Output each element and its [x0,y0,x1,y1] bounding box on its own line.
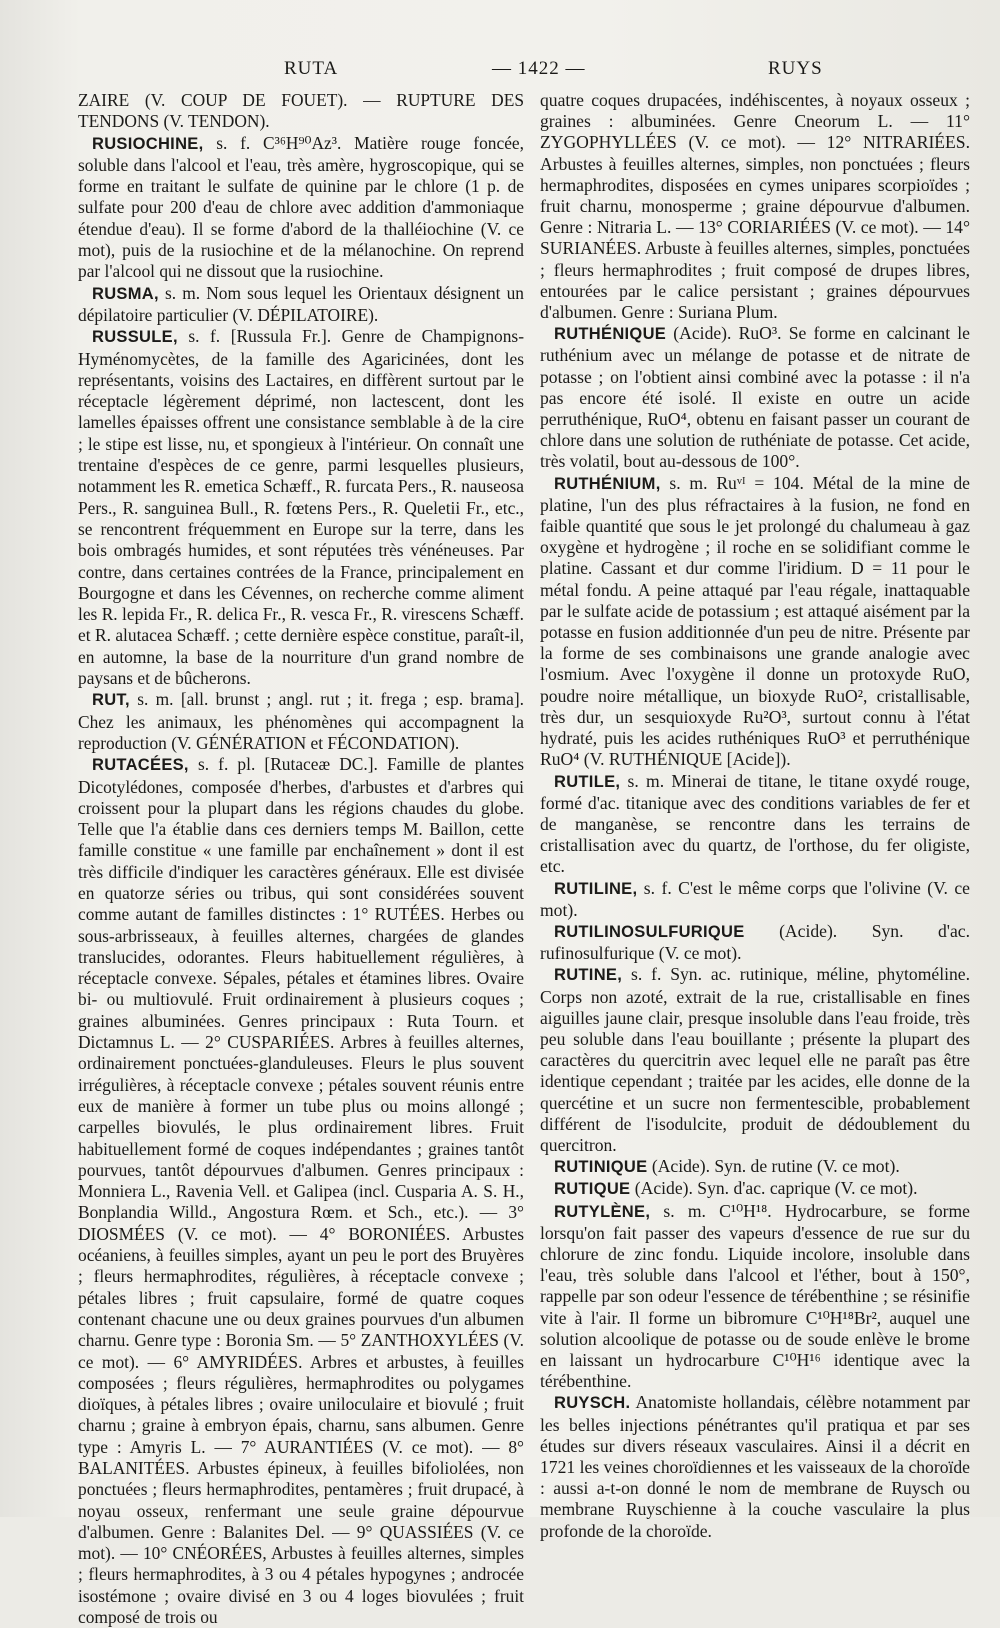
entry-rutiline [540,878,970,921]
entry-body: (Acide). Syn. de rutine (V. ce mot). [647,1156,900,1177]
entry-rusiochine [78,133,524,283]
entry-rutilinosulfurique [540,921,970,964]
entry-body: s. f. [Russula Fr.]. Genre de Champignons-Hyménomycètes, de la famille des Agaricinées, dont les représentants, voisins des Lactaires, en diffèrent surtout par le réceptacle légèrement déprimé, non lactescent, dont les lamelles épaisses offrent une consistance semblable à de la cire ; le stipe est lisse, nu, et spongieux à l'intérieur. On connaît une trentaine d'espèces de ce genre, parmi lesquelles plusieurs, notamment les R. emetica Schæff., R. furcata Pers., R. nauseosa Pers., R. sanguinea Bull., R. fœtens Pers., R. Queletii Fr., etc., se rencontrent fréquemment en Europe sur la terre, dans les bois ombragés humides, et sont réputées très vénéneuses. Par contre, dans certaines contrées de la France, principalement en Bourgogne et dans les Cévennes, on recherche comme aliment les R. lepida Fr., R. delica Fr., R. vesca Fr., R. virescens Schæff. et R. alutacea Schæff. ; cette dernière espèce constitue, paraît-il, en automne, la base de la nourriture d'un grand nombre de paysans et de bûcherons. [78,326,524,689]
entry-continuation [78,90,524,133]
entry-headword: RUTILINOSULFURIQUE [554,922,745,941]
running-head [0,58,1000,88]
entry-headword: RUTINIQUE [554,1158,648,1177]
entry-body: s. m. Minerai de titane, le titane oxydé rouge, formé d'ac. titanique avec des conditions variables de fer et de manganèse, se rencontre dans les terrains de cristallisation avec du quartz, de l'orthose, du fer oligiste, etc. [540,770,970,877]
entry-rutique [540,1178,970,1200]
entry-body: s. f. C³⁶H⁹⁰Az³. Matière rouge foncée, soluble dans l'alcool et l'eau, très amère, hygroscopique, qui se forme en traitant le sulfate de quinine par le chlore (1 p. de sulfate pour 200 d'eau de chlore avec addition d'ammoniaque étendue d'eau). Il se forme d'abord de la thalléiochine (V. ce mot), puis de la rusiochine et de la mélanochine. On reprend par l'alcool qui ne dissout que la rusiochine. [78,132,524,282]
entry-headword: RUTILINE, [554,879,638,898]
entry-headword: RUYSCH. [554,1394,631,1413]
entry-body: s. f. pl. [Rutaceæ DC.]. Famille de plantes Dicotylédones, composée d'herbes, d'arbustes et d'arbres qui croissent pour la plupart dans les régions chaudes du globe. Telle que l'a établie dans ces derniers temps M. Baillon, cette famille constitue « une famille par enchaînement » dont il est très difficile d'indiquer les caractères généraux. Elle est divisée en quatorze séries ou tribus, qui sont considérées souvent comme autant de familles distinctes : 1° RUTÉES. Herbes ou sous-arbrisseaux, à feuilles alternes, chargées de glandes translucides, odorantes. Fleurs habituellement régulières, à réceptacle convexe. Sépales, pétales et étamines libres. Ovaire bi- ou multiovulé. Fruit ordinairement à plusieurs coques ; graines albuminées. Genres principaux : Ruta Tourn. et Dictamnus L. — 2° CUSPARIÉES. Arbres à feuilles alternes, ordinairement ponctuées-glanduleuses. Fleurs le plus souvent irrégulières, à réceptacle convexe ; pétales souvent réunis entre eux de manière à former un tube plus ou moins allongé ; carpelles biovulés, le plus ordinairement libres. Fruit habituellement formé de coques indépendantes ; graines tantôt pourvues, tantôt dépourvues d'albumen. Genres principaux : Monniera L., Ravenia Vell. et Galipea (incl. Cusparia A. S. H., Bonplandia Willd., Angostura Rœm. et Sch., etc.). — 3° DIOSMÉES (V. ce mot). — 4° BORONIÉES. Arbustes océaniens, à feuilles simples, ayant un peu le port des Bruyères ; fleurs hermaphrodites, régulières, à réceptacle convexe ; pétales libres ; fruit capsulaire, formé de quatre coques contenant chacune une ou deux graines pourvues d'un albumen charnu. Genre type : Boronia Sm. — 5° ZANTHOXYLÉES (V. ce mot). — 6° AMYRIDÉES. Arbres et arbustes, à feuilles composées ; fleurs régulières, hermaphrodites ou polygames dioïques, à pétales libres ; ovaire uniloculaire et biovulé ; fruit charnu ; graine à embryon épais, charnu, sans albumen. Genre type : Amyris L. — 7° AURANTIÉES (V. ce mot). — 8° BALANITÉES. Arbustes épineux, à feuilles bifoliolées, non ponctuées ; fleurs hermaphrodites, pentamères ; fruit drupacé, à noyau osseux, renfermant une seule graine dépourvue d'albumen. Genre : Balanites Del. — 9° QUASSIÉES (V. ce mot). — 10° CNÉORÉES, Arbustes à feuilles alternes, simples ; fleurs hermaphrodites, à 3 ou 4 pétales hypogynes ; androcée isostémone ; ovaire divisé en 3 ou 4 loges biovulées ; fruit composé de trois ou [78,754,524,1628]
header-left-word: RUTA [284,58,339,79]
entry-body: (Acide). RuO³. Se forme en calcinant le ruthénium avec un mélange de potasse et de nitrate de potasse ; on l'obtient ainsi combiné avec la potasse : il n'a pas encore été isolé. Il existe en outre un acide perruthénique, RuO⁴, obtenu en faisant passer un courant de chlore dans une solution de ruthéniate de potasse. Cet acide, très volatil, bout au-dessous de 100°. [540,323,970,472]
entry-ruthenium [540,473,970,771]
entry-body: Anatomiste hollandais, célèbre notamment par les belles injections pénétrantes qu'il pratiqua et par ses études sur divers réseaux vasculaires. Ainsi il a décrit en 1721 les veines choroïdiennes et les vaisseaux de la choroïde : aussi a-t-on donné le nom de membrane de Ruysch ou membrane Ruyschienne à la couche vasculaire la plus profonde de la choroïde. [540,1392,970,1541]
entry-headword: RUTYLÈNE, [554,1202,651,1221]
entry-headword: RUTACÉES, [92,756,189,775]
entry-headword: RUSIOCHINE, [92,134,204,153]
entry-ruthenique [540,323,970,472]
entry-body: s. m. Nom sous lequel les Orientaux désignent un dépilatoire particulier (V. DÉPILATOIRE). [78,282,524,325]
entry-rut [78,689,524,754]
entry-rutinique [540,1156,970,1178]
header-right-word: RUYS [768,58,823,79]
entry-body: s. f. C'est le même corps que l'olivine (V. ce mot). [540,877,970,920]
right-column [540,90,970,1542]
entry-body: quatre coques drupacées, indéhiscentes, à noyaux osseux ; graines : albuminées. Genre Cneorum L. — 11° ZYGOPHYLLÉES (V. ce mot). — 12° NITRARIÉES. Arbustes à feuilles alternes, simples, non ponctuées ; fleurs hermaphrodites, disposées en cymes unipares scorpioïdes ; fruit charnu, monosperme ; graine dépourvue d'albumen. Genre : Nitraria L. — 13° CORIARIÉES (V. ce mot). — 14° SURIANÉES. Arbuste à feuilles alternes, simples, ponctuées ; fleurs hermaphrodites ; fruit composé de drupes libres, entourées par le calice persistant ; graines dépourvues d'albumen. Genre : Suriana Plum. [540,90,970,323]
entry-body: s. f. Syn. ac. rutinique, méline, phytoméline. Corps non azoté, extrait de la rue, cristallisable en fines aiguilles jaune clair, presque insoluble dans l'eau froide, très peu soluble dans l'eau bouillante ; présente la plupart des caractères du quercitrin avec lequel elle ne paraît pas être identique cependant ; traitée par les acides, elle donne de la quercétine et un sucre non fermentescible, probablement différent de l'isodulcite, produit de dédoublement du quercitron. [540,964,970,1155]
entry-body: s. m. Ruᵛᴵ = 104. Métal de la mine de platine, l'un des plus réfractaires à la fusion, ne fond en faible quantité que sous le jet prolongé du chalumeau à gaz oxygène et hydrogène ; il roche en se solidifiant comme le platine. Cassant et dur comme l'iridium. D = 11 pour le métal fondu. A peine attaqué par l'eau régale, inattaquable par le sulfate acide de potassium ; est attaqué aisément par la potasse en fusion additionnée d'un peu de nitre. Présente par la forme de ses combinaisons une grande analogie avec l'osmium. Avec l'oxygène il donne un protoxyde RuO, poudre noire métallique, un bioxyde RuO², cristallisable, très dur, un sesquioxyde Ru²O³, surtout connu à l'état hydraté, puis les acides ruthéniques RuO³ et perruthénique RuO⁴ (V. RUTHÉNIQUE [Acide]). [540,472,970,770]
entry-rutylene [540,1201,970,1393]
entry-body: ZAIRE (V. COUP DE FOUET). — RUPTURE DES TENDONS (V. TENDON). [78,90,524,132]
entry-headword: RUTIQUE [554,1180,631,1199]
entry-headword: RUTHÉNIUM, [554,474,661,493]
entry-russule [78,326,524,689]
entry-body: s. m. [all. brunst ; angl. rut ; it. frega ; esp. brama]. Chez les animaux, les phénomènes qui accompagnent la reproduction (V. GÉNÉRATION et FÉCONDATION). [78,689,524,753]
entry-body: (Acide). Syn. d'ac. caprique (V. ce mot). [630,1178,918,1199]
entry-headword: RUT, [92,691,130,710]
entry-headword: RUSMA, [92,284,159,303]
entry-rusma [78,283,524,327]
entry-continuation [540,90,970,323]
entry-body: (Acide). Syn. d'ac. rufinosulfurique (V. ce mot). [540,920,970,964]
entry-headword: RUSSULE, [92,328,178,347]
entry-body: s. m. C¹⁰H¹⁸. Hydrocarbure, se forme lorsqu'on fait passer des vapeurs d'essence de rue sur du chlorure de zinc fondu. Liquide incolore, insoluble dans l'eau, très soluble dans l'alcool et l'éther, bout à 150°, rappelle par son odeur l'essence de térébenthine ; se résinifie vite à l'air. Il forme un bibromure C¹⁰H¹⁸Br², auquel une solution alcoolique de potasse ou de soude enlève le brome en laissant un hydrocarbure C¹⁰H¹⁶ identique avec la térébenthine. [540,1200,970,1392]
entry-rutile [540,771,970,878]
entry-headword: RUTINE, [554,966,623,985]
entry-rutine [540,964,970,1156]
entry-headword: RUTILE, [554,772,621,791]
entry-ruysch [540,1392,970,1541]
entry-rutacees [78,754,524,1628]
page-number: — 1422 — [492,58,586,79]
left-column [78,90,524,1628]
entry-headword: RUTHÉNIQUE [554,325,667,344]
